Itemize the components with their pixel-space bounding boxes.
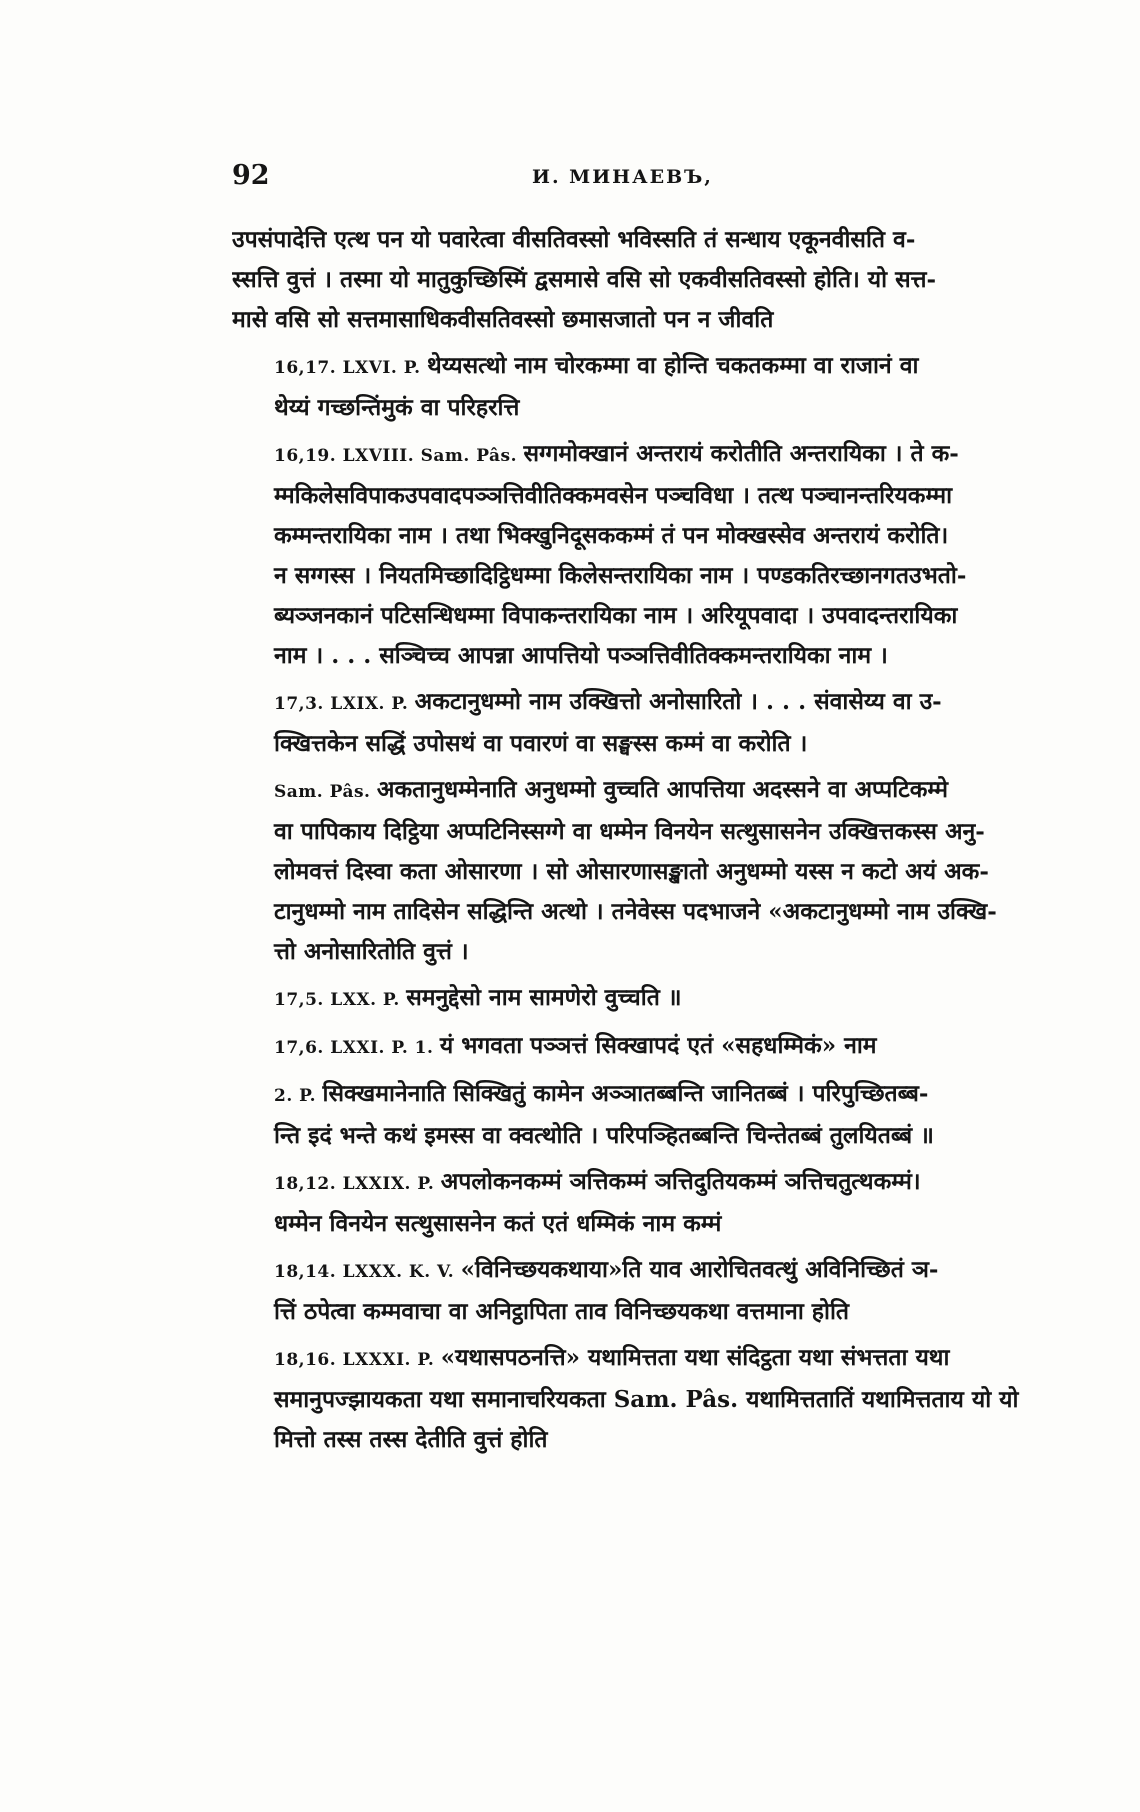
text-line	[232, 636, 1062, 676]
body-text	[232, 220, 1062, 1466]
text-line	[232, 978, 1062, 1020]
text-line	[232, 1026, 1062, 1068]
text-line	[232, 596, 1062, 636]
line-text: उपसंपादेत्ति एत्थ पन यो पवारेत्वा वीसतिवस्सो भविस्सति तं सन्धाय एकूनवीसति व-	[232, 226, 916, 253]
line-text: यं भगवता पञ्ञत्तं सिक्खापदं एतं «सहधम्मिकं» नाम	[439, 1032, 877, 1059]
text-line	[232, 1116, 1062, 1156]
line-text: क्खित्तकेन सद्धिं उपोसथं वा पवारणं वा सङ्घस्स कम्मं वा करोति ।	[274, 730, 808, 757]
line-text: अकतानुधम्मेनाति अनुधम्मो वुच्चति आपत्तिया अदस्सने वा अप्पटिकम्मे	[376, 776, 949, 803]
line-text: मासे वसि सो सत्तमासाधिकवीसतिवस्सो छमासजातो पन न जीवति	[232, 306, 774, 333]
line-text: न्ति इदं भन्ते कथं इमस्स वा क्वत्थोति । परिपञ्हितब्बन्ति चिन्तेतब्बं तुलयितब्बं ॥	[274, 1122, 934, 1149]
line-text: कम्मन्तरायिका नाम । तथा भिक्खुनिदूसककम्मं तं पन मोक्खस्सेव अन्तरायं करोति।	[274, 522, 949, 549]
text-line	[232, 1338, 1062, 1380]
text-line	[232, 516, 1062, 556]
paragraph	[232, 220, 1062, 340]
text-line	[232, 770, 1062, 812]
reference-label: 2. P.	[274, 1086, 323, 1106]
text-line	[232, 682, 1062, 724]
text-line	[232, 346, 1062, 388]
reference-label: 18,12. LXXIX. P.	[274, 1174, 441, 1194]
reference-label: 17,6. LXXI. P. 1.	[274, 1038, 440, 1058]
text-line	[232, 434, 1062, 476]
paragraph	[232, 1074, 1062, 1156]
text-line	[232, 1420, 1062, 1460]
paragraph	[232, 434, 1062, 676]
line-text: न सग्गस्स । नियतमिच्छादिट्ठिधम्मा किलेसन्तरायिका नाम । पण्डकतिरच्छानगतउभतो-	[274, 562, 967, 589]
text-line	[232, 1380, 1062, 1420]
line-text: त्तो अनोसारितोति वुत्तं ।	[274, 938, 469, 965]
paragraph	[232, 346, 1062, 428]
line-text: म्मकिलेसविपाकउपवादपञ्ञत्तिवीतिक्कमवसेन पञ्चविधा । तत्थ पञ्चानन्तरियकम्मा	[274, 482, 953, 509]
text-line	[232, 260, 1062, 300]
reference-label: 17,3. LXIX. P.	[274, 694, 415, 714]
line-text: वा पापिकाय दिट्ठिया अप्पटिनिस्सग्गे वा धम्मेन विनयेन सत्थुसासनेन उक्खित्तकस्स अनु-	[274, 818, 985, 845]
reference-label: 16,17. LXVI. P.	[274, 358, 427, 378]
reference-label: 18,16. LXXXI. P.	[274, 1350, 441, 1370]
line-text: सग्गमोक्खानं अन्तरायं करोतीति अन्तरायिका । ते क-	[523, 440, 959, 467]
line-text: अकटानुधम्मो नाम उक्खित्तो अनोसारितो । . . . संवासेय्य वा उ-	[414, 688, 942, 715]
line-text: लोमवत्तं दिस्वा कता ओसारणा । सो ओसारणासङ्खातो अनुधम्मो यस्स न कटो अयं अक-	[274, 858, 989, 885]
line-text: टानुधम्मो नाम तादिसेन सद्धिन्ति अत्थो । तनेवेस्स पदभाजने «अकटानुधम्मो नाम उक्खि-	[274, 898, 997, 925]
text-line	[232, 932, 1062, 972]
reference-label: 18,14. LXXX. K. V.	[274, 1262, 461, 1282]
paragraph	[232, 1162, 1062, 1244]
text-line	[232, 476, 1062, 516]
line-text: «विनिच्छयकथाया»ति याव आरोचितवत्थुं अविनिच्छितं ञ-	[460, 1256, 939, 1283]
line-text: सिक्खमानेनाति सिक्खितुं कामेन अञ्ञातब्बन्ति जानितब्बं । परिपुच्छितब्ब-	[322, 1080, 929, 1107]
paragraph	[232, 770, 1062, 972]
text-line	[232, 1204, 1062, 1244]
line-text: स्सत्ति वुत्तं । तस्मा यो मातुकुच्छिस्मिं द्वसमासे वसि सो एकवीसतिवस्सो होति। यो सत्त-	[232, 266, 937, 293]
line-text: थेय्यं गच्छन्तिंमुकं वा परिहरत्ति	[274, 394, 520, 421]
text-line	[232, 388, 1062, 428]
line-text: त्तिं ठपेत्वा कम्मवाचा वा अनिट्ठापिता ताव विनिच्छयकथा वत्तमाना होति	[274, 1298, 850, 1325]
line-text: ब्यञ्जनकानं पटिसन्धिधम्मा विपाकन्तरायिका नाम । अरियूपवादा । उपवादन्तरायिका	[274, 602, 958, 629]
text-line	[232, 1292, 1062, 1332]
text-line	[232, 220, 1062, 260]
paragraph	[232, 682, 1062, 764]
paragraph	[232, 978, 1062, 1020]
line-text: नाम । . . . सञ्चिच्च आपन्ना आपत्तियो पञ्ञत्तिवीतिक्कमन्तरायिका नाम ।	[274, 642, 888, 669]
line-text: मित्तो तस्स तस्स देतीति वुत्तं होति	[274, 1426, 548, 1453]
text-line	[232, 556, 1062, 596]
text-line	[232, 724, 1062, 764]
page-number: 92	[232, 160, 270, 191]
text-line	[232, 812, 1062, 852]
text-line	[232, 1162, 1062, 1204]
line-text: धम्मेन विनयेन सत्थुसासनेन कतं एतं धम्मिकं नाम कम्मं	[274, 1210, 722, 1237]
line-text: समानुपज्झायकता यथा समानाचरियकता Sam. Pâs. यथामित्ततातिं यथामित्तताय यो यो	[274, 1386, 1019, 1413]
text-line	[232, 300, 1062, 340]
line-text: थेय्यसत्थो नाम चोरकम्मा वा होन्ति चकतकम्मा वा राजानं वा	[427, 352, 919, 379]
paragraph	[232, 1250, 1062, 1332]
reference-label: 17,5. LXX. P.	[274, 990, 407, 1010]
paragraph	[232, 1338, 1062, 1460]
reference-label: Sam. Pâs.	[274, 782, 377, 802]
text-line	[232, 892, 1062, 932]
text-line	[232, 1250, 1062, 1292]
line-text: «यथासपठनत्ति» यथामित्तता यथा संदिट्ठता यथा संभत्तता यथा	[440, 1344, 950, 1371]
line-text: समनुद्देसो नाम सामणेरो वुच्चति ॥	[406, 984, 682, 1011]
text-line	[232, 852, 1062, 892]
reference-label: 16,19. LXVIII. Sam. Pâs.	[274, 446, 524, 466]
paragraph	[232, 1026, 1062, 1068]
page-header	[232, 160, 1062, 200]
text-line	[232, 1074, 1062, 1116]
running-head: И. МИНАЕВЪ,	[532, 166, 713, 188]
line-text: अपलोकनकम्मं ञत्तिकम्मं ञत्तिदुतियकम्मं ञत्तिचतुत्थकम्मं।	[440, 1168, 921, 1195]
